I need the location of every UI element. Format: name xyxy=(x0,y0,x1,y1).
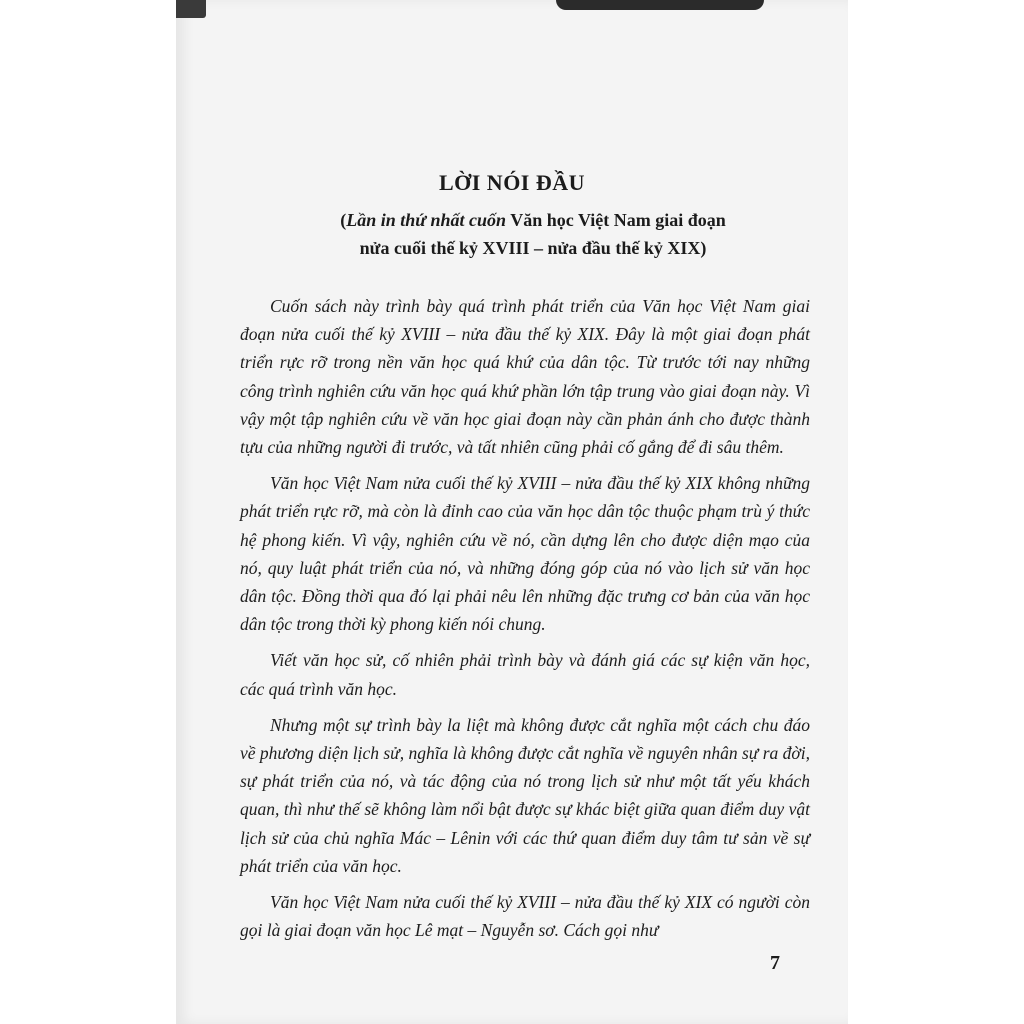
subtitle-line-2: nửa cuối thế kỷ XVIII – nửa đầu thế kỷ XIX) xyxy=(359,238,707,258)
paragraph: Nhưng một sự trình bày la liệt mà không được cắt nghĩa một cách chu đáo về phương diện lịch sử, nghĩa là không được cắt nghĩa về nguyên nhân sự ra đời, sự phát triển của nó, và tác động của nó trong lịch sử như một tất yếu khách quan, thì như thế sẽ không làm nổi bật được sự khác biệt giữa quan điểm duy vật lịch sử của chủ nghĩa Mác – Lênin với các thứ quan điểm duy tâm tư sản về sự phát triển của văn học. xyxy=(240,714,810,876)
page-title: LỜI NÓI ĐẦU xyxy=(438,170,586,195)
page-corner-mark-top xyxy=(556,0,764,10)
subtitle-rest: Văn học Việt Nam giai đoạn xyxy=(506,210,726,230)
paragraph: Văn học Việt Nam nửa cuối thế kỷ XVIII – nửa đầu thế kỷ XIX có người còn gọi là giai đoạn văn học Lê mạt – Nguyễn sơ. Cách gọi như xyxy=(240,892,810,941)
paragraph: Văn học Việt Nam nửa cuối thế kỷ XVIII – nửa đầu thế kỷ XIX không những phát triển rực rỡ, mà còn là đỉnh cao của văn học dân tộc thuộc phạm trù ý thức hệ phong kiến. Vì vậy, nghiên cứu về nó, cần dựng lên cho được diện mạo của nó, quy luật phát triển của nó, và những đóng góp của nó vào lịch sử văn học dân tộc. Đồng thời qua đó lại phải nêu lên những đặc trưng cơ bản của văn học dân tộc trong thời kỳ phong kiến nói chung. xyxy=(240,473,810,635)
page-number: 7 xyxy=(770,952,780,974)
paragraph: Cuốn sách này trình bày quá trình phát triển của Văn học Việt Nam giai đoạn nửa cuối thế kỷ XVIII – nửa đầu thế kỷ XIX. Đây là một giai đoạn phát triển rực rỡ trong nền văn học quá khứ của dân tộc. Từ trước tới nay những công trình nghiên cứu văn học quá khứ phần lớn tập trung vào giai đoạn này. Vì vậy một tập nghiên cứu về văn học giai đoạn này cần phản ánh cho được thành tựu của những người đi trước, và tất nhiên cũng phải cố gắng để đi sâu thêm. xyxy=(240,296,810,458)
book-page xyxy=(176,0,848,1024)
page-corner-mark-left xyxy=(176,0,206,18)
subtitle-open-paren: ( xyxy=(340,210,347,230)
paragraph: Viết văn học sử, cố nhiên phải trình bày và đánh giá các sự kiện văn học, các quá trình văn học. xyxy=(240,650,810,699)
subtitle-italic-part: Lần in thứ nhất cuốn xyxy=(346,210,507,230)
body-text xyxy=(240,292,810,952)
subtitle-line-1 xyxy=(176,206,848,234)
page-header xyxy=(176,170,848,262)
